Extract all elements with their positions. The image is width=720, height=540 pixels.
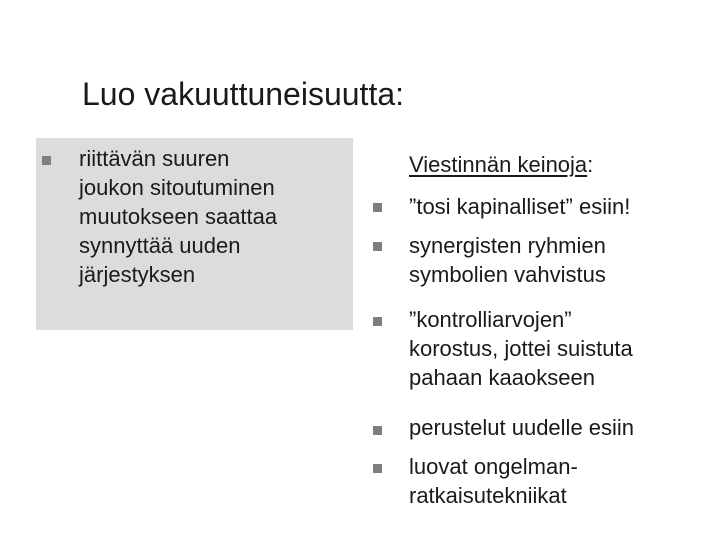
right-heading-colon: : [587,152,594,177]
slide-title: Luo vakuuttuneisuutta: [82,76,405,112]
right-heading-underlined: Viestinnän keinoja [409,152,588,177]
right-heading [409,150,593,179]
right-bullet-item: ”kontrolliarvojen” korostus, jottei suistuta pahaan kaaokseen [409,307,633,390]
left-bullet-text: riittävän suuren joukon sitoutuminen muutokseen saattaa synnyttää uuden järjestyksen [79,146,278,287]
right-bullet-item: luovat ongelman- ratkaisutekniikat [409,454,578,508]
right-bullet-icon [373,426,382,435]
right-bullet-icon [373,203,382,212]
right-bullet-item: perustelut uudelle esiin [409,415,635,440]
left-bullet-icon [42,156,51,165]
right-bullet-item: synergisten ryhmien symbolien vahvistus [409,233,606,287]
right-bullet-icon [373,317,382,326]
right-bullet-icon [373,464,382,473]
right-bullet-item: ”tosi kapinalliset” esiin! [409,194,631,219]
right-bullet-icon [373,242,382,251]
